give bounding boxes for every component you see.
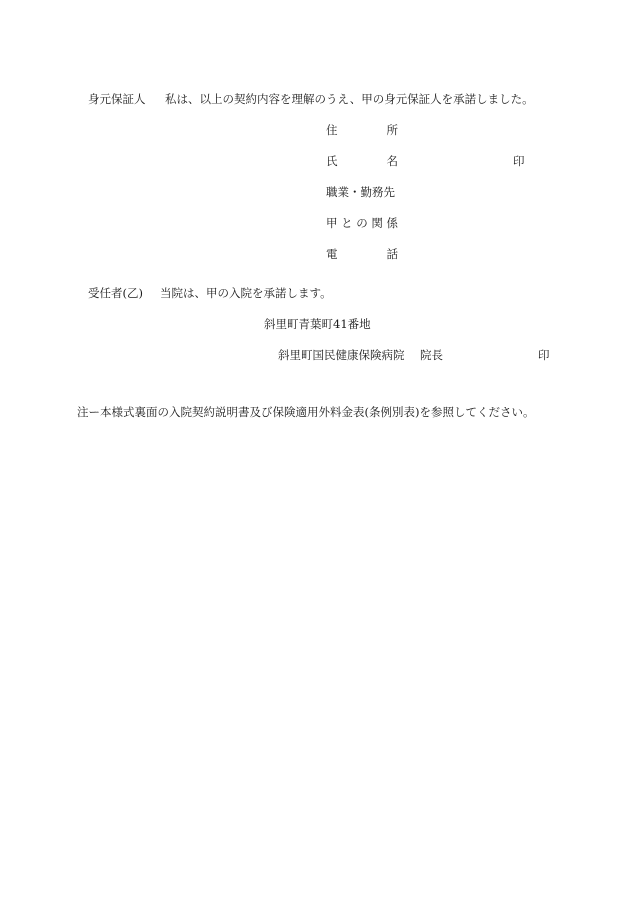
- footnote: 注ー本様式裏面の入院契約説明書及び保険適用外料金表(条例別表)を参照してください。: [77, 405, 535, 419]
- occupation-field-label: 職業・勤務先: [326, 185, 395, 199]
- guarantor-seal-mark: 印: [513, 154, 525, 168]
- relationship-field-label: 甲 と の 関 係: [326, 216, 398, 230]
- hospital-name: 斜里町国民健康保険病院: [278, 348, 405, 362]
- director-title: 院長: [420, 348, 443, 362]
- hospital-seal-mark: 印: [538, 348, 550, 362]
- phone-field-label: 電 話: [326, 247, 398, 261]
- address-field-label: 住 所: [326, 123, 398, 137]
- acceptor-statement: 当院は、甲の入院を承諾します。: [160, 286, 332, 300]
- acceptor-label: 受任者(乙): [88, 286, 143, 300]
- guarantor-label: 身元保証人: [88, 92, 146, 106]
- guarantor-statement: 私は、以上の契約内容を理解のうえ、甲の身元保証人を承諾しました。: [165, 92, 534, 106]
- hospital-address: 斜里町青葉町41番地: [264, 317, 371, 331]
- name-field-label: 氏 名: [326, 154, 398, 168]
